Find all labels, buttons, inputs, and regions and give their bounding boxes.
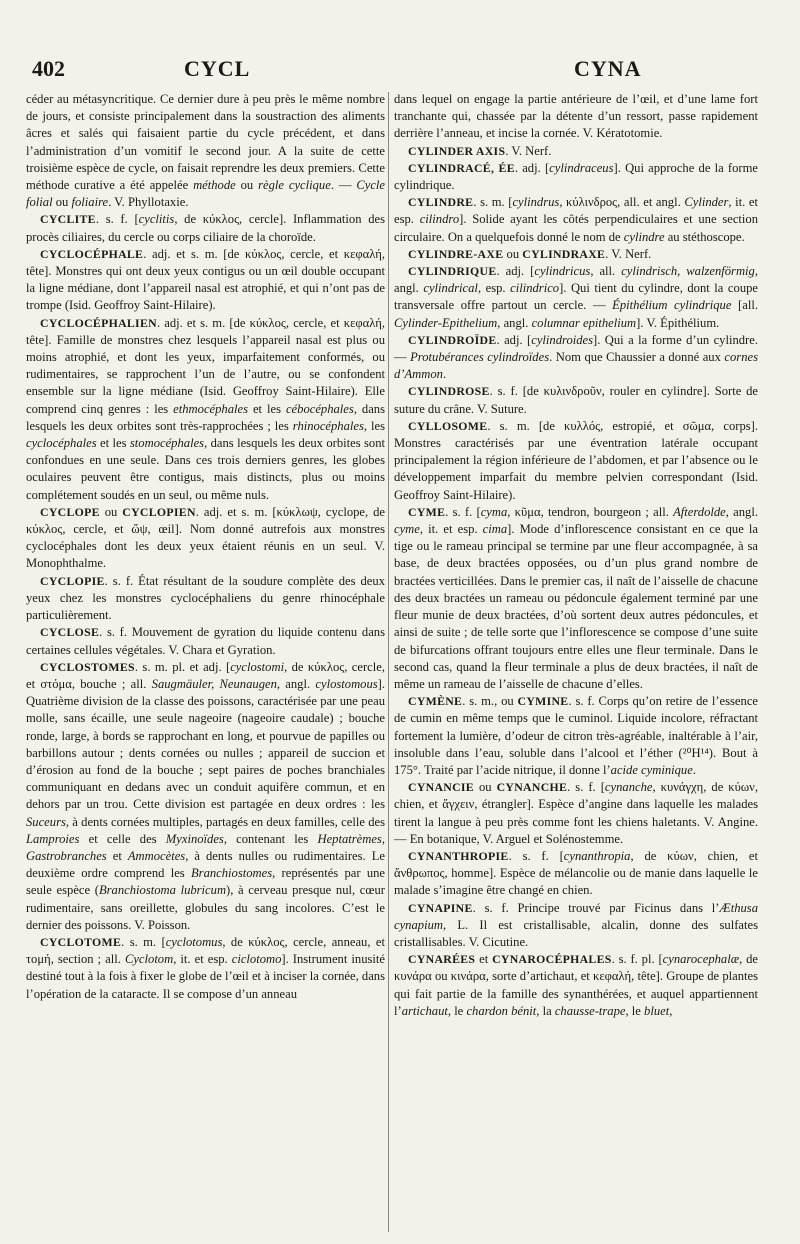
entry-text: . s. m., ou: [462, 694, 518, 709]
entry-text: . s. m. [: [473, 195, 513, 210]
entry-text: . s. f. [: [567, 780, 605, 795]
entry-text: , angl.: [497, 315, 532, 330]
entry-italic-text: cynanthropia: [563, 848, 631, 863]
entry-italic-text: cyma: [480, 504, 508, 519]
entry-text: . adj. [: [496, 264, 535, 279]
entry-italic-text: règle cyclique: [258, 178, 331, 193]
entry-text: . s. f. Principe trouvé par Ficinus dans l’: [472, 900, 720, 915]
entry-text: . V. Phyllotaxie.: [108, 195, 189, 210]
entry-text: , les: [363, 418, 385, 433]
entry-italic-text: Cycle folial: [26, 178, 385, 210]
entry-headword: CYME: [408, 504, 446, 519]
dictionary-entry: [394, 263, 758, 332]
entry-text: , la: [536, 1003, 555, 1018]
dictionary-entry: [394, 246, 758, 263]
running-head-left: CYCL: [184, 56, 251, 81]
entry-italic-text: méthode: [193, 178, 236, 193]
entry-text: . adj. et s. m. [de κύκλος, cercle, et κεφαλή, tête]. Monstres qui ont deux yeux contigus ou un œil double occupant la ligne médiane, dont l’appareil nasal est atrophié, et qui n’ont pas de trompe (Isid. Geoffroy Saint-Hilaire).: [26, 246, 385, 313]
dictionary-entry: [394, 143, 758, 160]
entry-headword: CYLINDRE: [408, 195, 474, 210]
entry-text: au stéthoscope.: [664, 229, 745, 244]
dictionary-entry: [394, 504, 758, 693]
entry-italic-text: cilindrico: [510, 281, 560, 296]
entry-text: ]. Qui tient du cylindre, dont la coupe transversale offre partout un cercle. —: [394, 281, 758, 313]
entry-text: , de κύων, chien, et ἄνθρωπος, homme]. Espèce de mélancolie ou de manie dans laquelle le malade s’imagine être changé en chien.: [394, 848, 758, 898]
entry-headword: CYNANTHROPIE: [408, 848, 509, 863]
entry-text: . s. f. Mouvement de gyration du liquide contenu dans certaines cellules végétales. V. Chara et Gyration.: [26, 625, 385, 657]
entry-headword: CYNAPINE: [408, 900, 473, 915]
entry-text: . adj. et s. m. [κύκλωψ, cyclope, de κύκλος, cercle, et ὤψ, œil]. Nom donné autrefois aux monstres cyclocéphales dont les deux yeux étaient réunis en un seul. V. Monophthalme.: [26, 504, 385, 571]
entry-text: . s. m. [de κυλλός, estropié, et σῶμα, corps]. Monstres caractérisés par une éventration latérale occupant principalement la région inférieure de l’abdomen, et par l’absence ou le développement imparfait du membre pelvien correspondant (Isid. Geoffroy Saint-Hilaire).: [394, 418, 758, 502]
entry-italic-text: foliaire: [71, 195, 109, 210]
entry-text: ou: [99, 504, 123, 519]
entry-text: , all.: [590, 264, 622, 279]
entry-text: . s. f. État résultant de la soudure complète des deux yeux chez les monstres cyclocéphaliens du genre rhinocéphale particulièrement.: [26, 573, 385, 623]
entry-text: ou: [473, 780, 497, 795]
entry-text: et les: [96, 436, 130, 451]
entry-italic-text: cynanche: [604, 780, 653, 795]
right-column: [394, 91, 758, 1241]
entry-italic-text: Épithélium cylindrique: [612, 298, 732, 313]
entry-italic-text: stomocéphales: [129, 436, 205, 451]
entry-text: ]. Qui a la forme d’un cylindre. —: [394, 332, 758, 365]
column-divider: [388, 92, 389, 1232]
entry-headword: CYCLOPIEN: [122, 504, 196, 519]
dictionary-entry: [394, 91, 758, 143]
page-header: [32, 56, 770, 86]
entry-text: .: [692, 762, 696, 777]
entry-italic-text: columnar epithelium: [531, 315, 637, 330]
entry-italic-text: Ammocètes: [127, 848, 186, 863]
entry-text: , de κύκλος, cercle, et στόμα, bouche ; all.: [26, 659, 385, 691]
entry-text: ]. Instrument inusité destiné tout à la fois à fixer le globe de l’œil et à inciser la cornée, dans l’opération de la cataracte. Il se compose d’un anneau: [26, 952, 385, 1001]
entry-text: . —: [330, 178, 357, 193]
entry-italic-text: Cylinder: [684, 195, 729, 210]
entry-headword: CYCLOPE: [40, 504, 100, 519]
entry-italic-text: chausse-trape: [554, 1003, 626, 1018]
entry-text: , dans lesquels les deux orbites sont confondues en une seule. Dans ces trois derniers genres, les globes oculaires peuvent être contigus, mais distincts, plus ou moins complétement soudés en un seul, ou même nuls.: [26, 436, 385, 502]
entry-text: ]. Solide ayant les côtés perpendiculaires et une section circulaire. On a quelquefois donné le nom de: [394, 212, 758, 244]
entry-text: dans lequel on engage la partie antérieure de l’œil, et d’une lame fort tranchante qui, chassée par la détente d’un ressort, passe rapidement derrière l’anneau, et incise la cornée. V. Kératotomie.: [394, 92, 758, 141]
dictionary-entry: [26, 504, 385, 573]
entry-italic-text: Suceurs: [26, 814, 66, 829]
entry-italic-text: acide cyminique: [610, 762, 693, 777]
dictionary-entry: [394, 383, 758, 417]
entry-text: , représentés par une seule espèce (: [26, 866, 385, 898]
entry-headword: CYMÈNE: [408, 694, 463, 709]
entry-italic-text: Saugmäuler, Neunaugen: [151, 676, 277, 691]
entry-text: , le: [447, 1003, 467, 1018]
entry-text: ), à cerveau presque nul, cœur rudimentaire, sans oreillette, globules du sang incolores. C’est le dernier des poissons. V. Poisson.: [26, 883, 385, 932]
entry-italic-text: Heptatrèmes, Gastrobranches: [26, 831, 385, 863]
dictionary-entry: [26, 246, 385, 315]
dictionary-entry: [26, 659, 385, 934]
entry-italic-text: Myxinoïdes: [165, 831, 224, 846]
entry-italic-text: Afterdolde: [673, 504, 726, 519]
entry-headword: CYMINE: [517, 694, 569, 709]
entry-headword: CYLINDRACÉ, ÉE: [408, 160, 515, 175]
entry-text: .: [442, 367, 447, 382]
entry-italic-text: cynarocephalæ: [662, 952, 740, 967]
entry-text: , it. et esp.: [173, 952, 232, 967]
entry-headword: CYCLOCÉPHALE: [40, 246, 144, 261]
entry-text: . s. m. [: [121, 934, 166, 949]
entry-text: , L. Il est cristallisable, alcalin, donne des sulfates cristallisables. V. Cicutine.: [394, 917, 758, 949]
entry-headword: CYNANCIE: [408, 780, 474, 795]
entry-text: , de κύκλος, cercle]. Inflammation des procès ciliaires, du cercle ou corps ciliaire de la choroïde.: [26, 212, 385, 244]
entry-text: , κυνάγχη, de κύων, chien, et ἄγχειν, étrangler]. Espèce d’angine dans laquelle les malades tirent la langue à peu près comme font les chiens haletants. V. Angine. — En botanique, V. Arguel et Solénostemme.: [394, 780, 758, 846]
entry-text: ]. V. Épithélium.: [636, 315, 720, 330]
entry-text: . adj. et s. m. [de κύκλος, cercle, et κεφαλή, tête]. Famille de monstres chez lesquels l’appareil nasal est plus ou moins atrophié, et dont les yeux, imparfaitement conformés, ou rudimentaires, se rapprochent l’un de l’autre, ou se confondent ensemble sur la ligne médiane (Isid. Geoffroy Saint-Hilaire). Elle comprend cinq genres : les: [26, 315, 385, 416]
entry-text: , it. et esp.: [419, 522, 483, 537]
running-head-right: CYNA: [574, 56, 642, 81]
entry-italic-text: Branchiostoma lubricum: [98, 883, 227, 898]
entry-headword: CYLINDRIQUE: [408, 264, 497, 279]
entry-text: . V. Nerf.: [505, 143, 552, 158]
entry-italic-text: cylindricus: [534, 264, 591, 279]
entry-text: ou: [235, 178, 259, 193]
dictionary-entry: [26, 211, 385, 245]
dictionary-entry: [26, 315, 385, 504]
entry-headword: CYCLOSE: [40, 625, 100, 640]
entry-italic-text: cylindroides: [531, 332, 594, 347]
entry-italic-text: cylindrical: [423, 281, 478, 296]
entry-italic-text: cylindraceus: [549, 160, 614, 175]
entry-text: , κύλινδρος, all. et angl.: [559, 195, 685, 210]
entry-text: , κῦμα, tendron, bourgeon ; all.: [507, 504, 674, 519]
entry-italic-text: cima: [482, 522, 508, 537]
entry-text: céder au métasyncritique. Ce dernier dure à peu près le même nombre de jours, et consiste principalement dans la soustraction des aliments âcres et salés qui faisaient partie du cycle précédent, et dans l’administration d’un vomitif le second jour. A la suite de cette troisième espèce de cycle, on faisait reprendre les deux premiers. Cette méthode curative a été appelée: [26, 92, 385, 193]
entry-text: et: [106, 848, 128, 863]
entry-text: ou: [503, 246, 523, 261]
entry-italic-text: cilindro: [419, 212, 460, 227]
entry-italic-text: Cylinder-Epithelium: [394, 315, 498, 330]
entry-text: ]. Mode d’inflorescence consistant en ce que la tige ou le rameau principal se termine par une fleur accompagnée, à sa base, de deux bractées opposées, ou d’un plus grand nombre de bractées verticillées. Dans le premier cas, il naît de l’aisselle de chacune des deux bractées un rameau ou pédoncule également terminé par une fleur munie de deux bractées, d’où sortent deux autres pédoncules, et ainsi de suite ; de telle sorte que l’inflorescence se compose d’une suite de bifurcations offrant toujours entre elles une fleur terminale. Dans le second cas, quand la fleur terminale a plus de deux bractées, il naît de même un rameau de l’aisselle de chacune d’elles.: [394, 522, 758, 691]
entry-text: . adj. [: [496, 332, 532, 347]
dictionary-entry: [394, 900, 758, 952]
entry-headword: CYCLOPIE: [40, 573, 105, 588]
dictionary-entry: [26, 573, 385, 625]
dictionary-entry: [394, 848, 758, 900]
entry-headword: CYLINDER AXIS: [408, 143, 506, 158]
entry-text: . V. Nerf.: [605, 246, 652, 261]
entry-text: . s. f. [: [445, 504, 481, 519]
entry-headword: CYLINDRAXE: [522, 246, 606, 261]
dictionary-entry: [26, 934, 385, 1003]
entry-text: ou: [52, 195, 72, 210]
entry-italic-text: ciclotomo: [231, 952, 282, 967]
entry-text: . s. f. Corps qu’on retire de l’essence de cumin en même temps que le cuminol. Liquide incolore, réfractant fortement la lumière, d’odeur de citron très-agréable, inaltérable à l’air, insoluble dans l’eau, soluble dans l’alcool et l’éther (²⁰H¹⁴). Bout à 175°. Traité par l’acide nitrique, il donne l’: [394, 694, 758, 777]
entry-italic-text: rhinocéphales: [292, 418, 364, 433]
entry-text: , it. et esp.: [394, 195, 758, 227]
entry-text: [all.: [731, 298, 758, 313]
entry-text: et les: [248, 401, 286, 416]
entry-text: ,: [669, 1003, 673, 1018]
entry-text: , contenant les: [223, 831, 318, 846]
entry-italic-text: cyclostomi: [230, 659, 285, 674]
dictionary-entry: [26, 91, 385, 211]
entry-headword: CYCLOCÉPHALIEN: [40, 315, 157, 330]
entry-text: , esp.: [477, 281, 511, 296]
entry-text: . s. f. [: [95, 212, 139, 227]
entry-headword: CYCLOTOME: [40, 934, 122, 949]
entry-text: . s. f. pl. [: [611, 952, 663, 967]
entry-text: , à dents nulles ou rudimentaires. Le deuxième ordre comprend les: [26, 848, 385, 881]
dictionary-entry: [26, 624, 385, 658]
entry-text: ]. Quatrième division de la classe des poissons, caractérisée par une peau molle, sans écaille, une seule nageoire (nageoire caudale) ; bouche ronde, large, à bords se rapprochant en long, et pourvue de papilles ou barbillons autour ; dents cornées ou nulles ; appareil de succion et d’érosion au fond de la bouche ; sept paires de poches branchiales communiquant en dedans avec un conduit aquifère commun, et en dehors par un trou. Cette division est partagée en deux ordres : les: [26, 676, 385, 812]
entry-text: , dans lesquels les deux orbites sont très-rapprochées ; les: [26, 401, 385, 433]
entry-italic-text: Protubérances cylindroïdes: [410, 350, 550, 365]
dictionary-entry: [394, 418, 758, 504]
entry-italic-text: ethmocéphales: [173, 401, 249, 416]
entry-italic-text: Æthusa cynapium: [394, 900, 758, 932]
entry-italic-text: bluet: [644, 1003, 670, 1018]
entry-headword: CYNAROCÉPHALES: [492, 952, 612, 967]
entry-text: . s. m. pl. et adj. [: [134, 659, 231, 674]
left-column: [26, 91, 385, 1241]
entry-text: , à dents cornées multiples, partagés en deux familles, celle des: [65, 814, 385, 829]
dictionary-entry: [394, 332, 758, 384]
entry-text: , angl.: [725, 504, 758, 519]
entry-headword: CYNARÉES: [408, 952, 476, 967]
entry-text: . adj. [: [514, 160, 550, 175]
entry-italic-text: artichaut: [401, 1003, 448, 1018]
entry-italic-text: cylostomous: [315, 676, 378, 691]
entry-italic-text: cylindrisch, walzenförmig: [621, 264, 755, 279]
entry-headword: CYLINDROSE: [408, 384, 490, 399]
entry-headword: CYLINDRE-AXE: [408, 246, 504, 261]
entry-italic-text: Branchiostomes: [190, 866, 273, 881]
entry-headword: CYNANCHE: [496, 780, 568, 795]
entry-italic-text: cylindrus: [512, 195, 560, 210]
entry-italic-text: chardon bénit: [466, 1003, 537, 1018]
entry-text: , de κυνάρα ou κινάρα, sorte d’artichaut, et κεφαλή, tête]. Groupe de plantes qui fait partie de la famille des synanthérées, et auquel appartiennent l’: [394, 952, 758, 1018]
entry-headword: CYCLITE: [40, 212, 96, 227]
entry-headword: CYLLOSOME: [408, 418, 488, 433]
entry-text: et: [475, 952, 493, 967]
entry-italic-text: Cyclotom: [124, 952, 174, 967]
entry-text: , angl.: [276, 676, 316, 691]
entry-text: et celle des: [79, 831, 166, 846]
entry-text: . s. f. [: [508, 848, 564, 863]
dictionary-entry: [394, 160, 758, 194]
dictionary-entry: [394, 951, 758, 1020]
dictionary-entry: [394, 779, 758, 848]
entry-italic-text: cyclotomus: [165, 934, 223, 949]
entry-text: , le: [625, 1003, 645, 1018]
entry-headword: CYCLOSTOMES: [40, 659, 135, 674]
entry-headword: CYLINDROÏDE: [408, 332, 497, 347]
page-number: 402: [32, 56, 65, 81]
entry-italic-text: cyclocéphales: [26, 436, 97, 451]
entry-italic-text: cylindre: [623, 229, 665, 244]
entry-text: ]. Qui approche de la forme cylindrique.: [394, 160, 758, 193]
entry-text: , angl.: [394, 264, 758, 296]
dictionary-entry: [394, 194, 758, 246]
entry-italic-text: Lamproies: [26, 831, 80, 846]
entry-italic-text: cornes d’Ammon: [394, 350, 758, 382]
entry-text: . s. f. [de κυλινδροῦν, rouler en cylindre]. Sorte de suture du crâne. V. Suture.: [394, 384, 758, 416]
entry-italic-text: cyclitis: [138, 212, 175, 227]
entry-italic-text: cébocéphales: [285, 401, 354, 416]
entry-text: , de κύκλος, cercle, anneau, et τομή, section ; all.: [26, 934, 385, 967]
dictionary-entry: [394, 693, 758, 779]
entry-italic-text: cyme: [394, 522, 420, 537]
entry-text: . Nom que Chaussier a donné aux: [549, 350, 725, 365]
